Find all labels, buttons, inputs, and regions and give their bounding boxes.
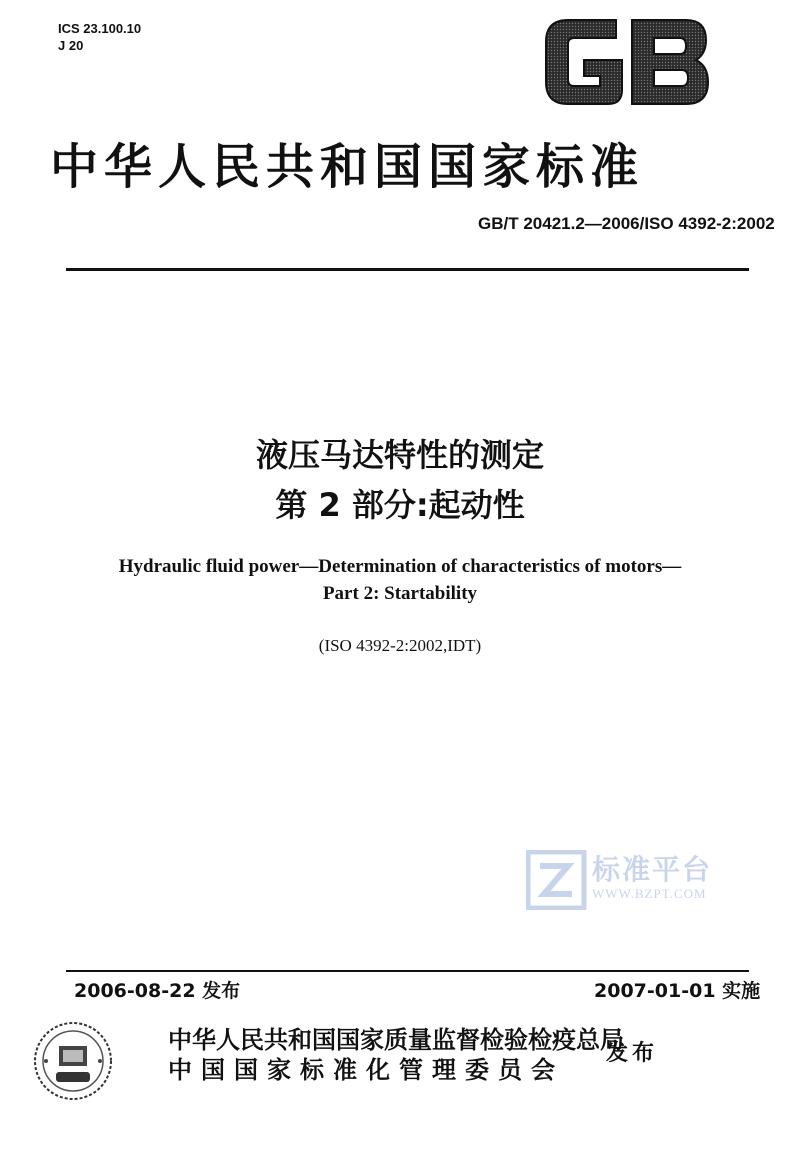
issuer-sac: 中国国家标准化管理委员会	[168, 1056, 564, 1084]
top-divider	[66, 268, 749, 271]
standard-number: GB/T 20421.2—2006/ISO 4392-2:2002	[478, 214, 775, 233]
title-en-line1: Hydraulic fluid power—Determination of characteristics of motors—	[118, 556, 682, 577]
issue-date: 2006-08-22 发布	[74, 980, 241, 1002]
title-cn-line1: 液压马达特性的测定	[255, 436, 544, 474]
gb-logo	[538, 10, 713, 115]
ics-code: ICS 23.100.10	[58, 21, 142, 36]
bottom-divider	[66, 970, 749, 972]
issued-label: 发布	[606, 1041, 659, 1066]
classification-codes	[58, 20, 141, 54]
anti-counterfeit-seal-icon	[32, 1020, 114, 1102]
implementation-date: 2007-01-01 实施	[594, 980, 761, 1002]
title-cn-line2: 第 2 部分:起动性	[275, 486, 525, 524]
issuer-aqsiq: 中华人民共和国国家质量监督检验检疫总局	[168, 1026, 624, 1054]
title-en-line2: Part 2: Startability	[322, 583, 478, 604]
watermark-url: WWW.BZPT.COM	[592, 886, 707, 901]
national-standard-heading: 中华人民共和国国家标准	[50, 139, 645, 195]
watermark-name: 标准平台	[592, 853, 713, 886]
ccs-code: J 20	[58, 38, 84, 53]
iso-equivalence: (ISO 4392-2:2002,IDT)	[318, 636, 482, 655]
